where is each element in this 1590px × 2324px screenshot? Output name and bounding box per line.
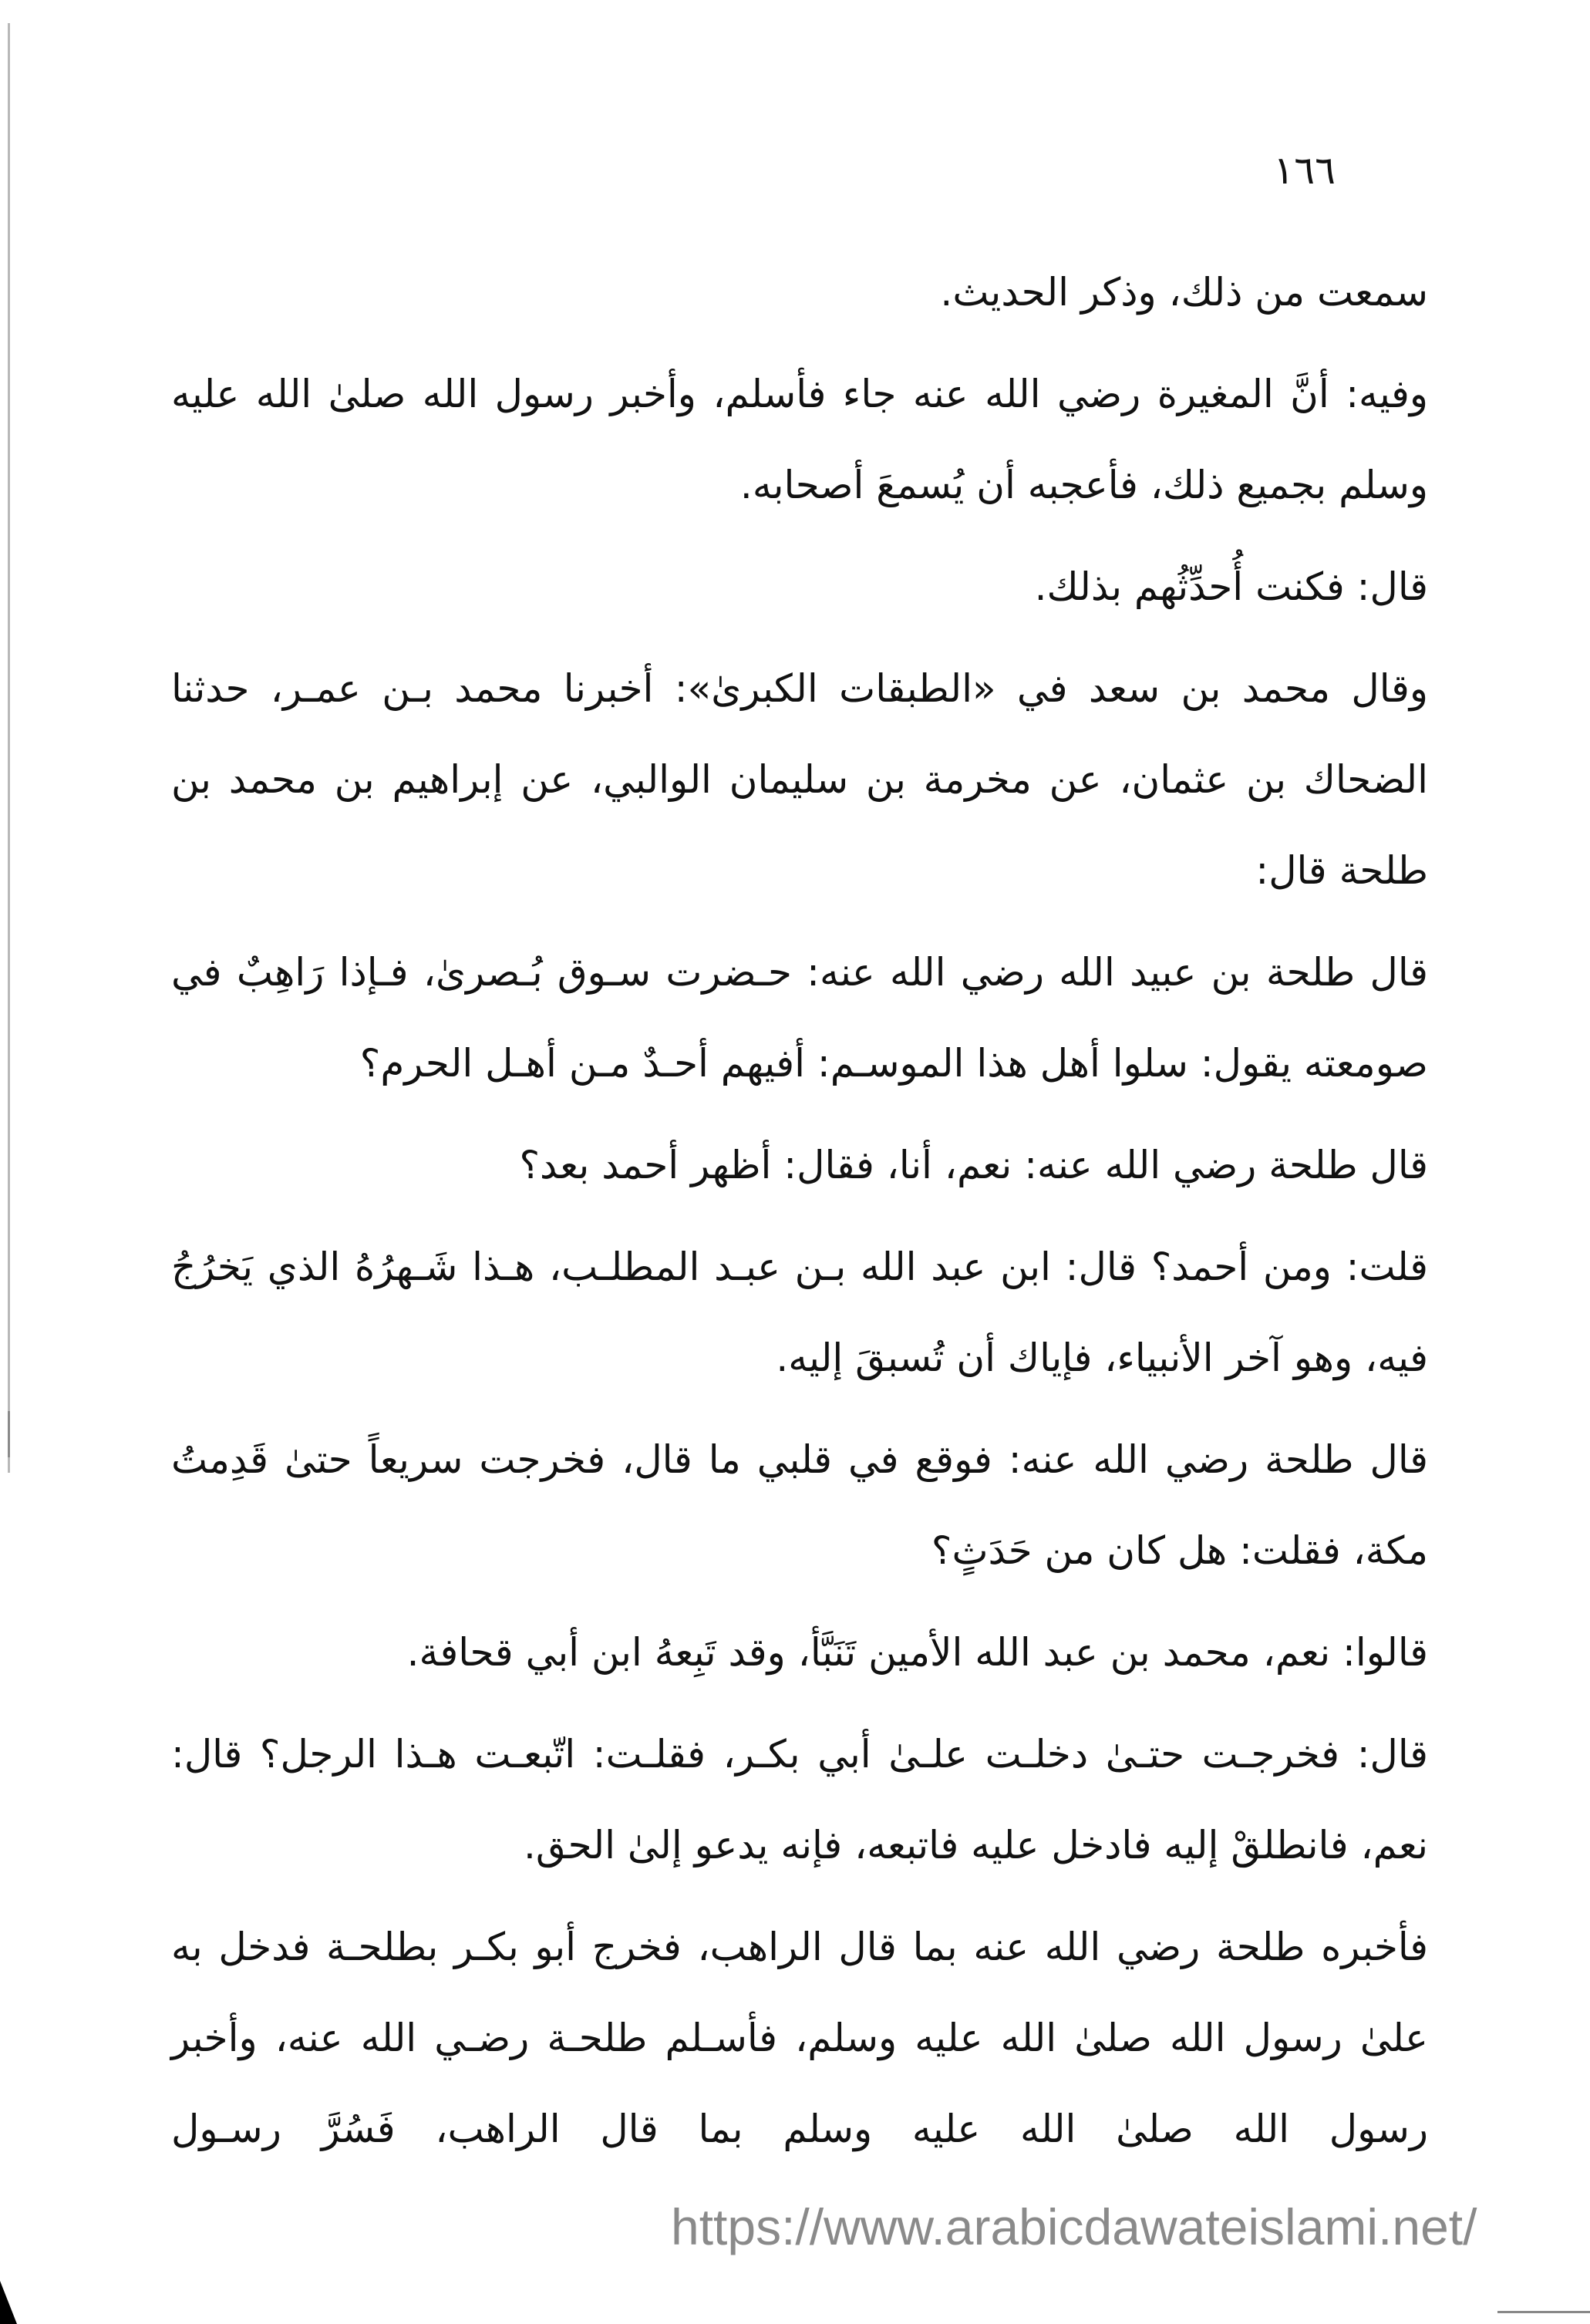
paragraph-7: قلت: ومن أحمد؟ قال: ابن عبد الله بـن عبـد المطلـب، هـذا شَـهرُهُ الذي يَخرُجُ فيه، وهو آخر الأنبياء، فإياك أن تُسبقَ إليه.	[171, 1245, 1428, 1380]
paragraph-5: قال طلحة بن عبيد الله رضي الله عنه: حـضرت سـوق بُـصرىٰ، فـإذا رَاهِبٌ في صومعته يقول: سلوا أهل هذا الموسـم: أفيهم أحـدٌ مـن أهـل الحرم؟	[171, 950, 1428, 1086]
scan-edge-mark	[8, 1411, 10, 1457]
paragraph-8: قال طلحة رضي الله عنه: فوقع في قلبي ما قال، فخرجت سريعاً حتىٰ قَدِمتُ مكة، فقلت: هل كان من حَدَثٍ؟	[171, 1437, 1428, 1573]
bottom-rule	[1497, 2311, 1590, 2313]
paragraph-10: قال: فخرجـت حتـىٰ دخلـت علـىٰ أبي بكـر، فقلـت: اتّبعـت هـذا الرجل؟ قال: نعم، فانطلقْ إليه فادخل عليه فاتبعه، فإنه يدعو إلىٰ الحق.	[171, 1732, 1428, 1868]
paragraph-6: قال طلحة رضي الله عنه: نعم، أنا، فقال: أظهر أحمد بعد؟	[519, 1143, 1428, 1187]
main-text	[171, 247, 1428, 2185]
corner-mark-icon	[0, 2281, 17, 2324]
scan-edge-line	[8, 23, 10, 1473]
footer-url-watermark: https://www.arabicdawateislami.net/	[671, 2198, 1477, 2255]
paragraph-1: سمعت من ذلك، وذكر الحديث.	[940, 270, 1428, 315]
paragraph-2: وفيه: أنَّ المغيرة رضي الله عنه جاء فأسلم، وأخبر رسول الله صلىٰ الله عليه وسلم بجميع ذلك، فأعجبه أن يُسمعَ أصحابه.	[171, 372, 1428, 507]
paragraph-11: فأخبره طلحة رضي الله عنه بما قال الراهب، فخرج أبو بكـر بطلحـة فدخل به علىٰ رسول الله صلىٰ الله عليه وسلم، فأسـلم طلحـة رضـي الله عنه، وأخبر رسول الله صلىٰ الله عليه وسلم بما قال الراهب، فَسُرَّ رسـول	[171, 1925, 1428, 2151]
page-number: ١٦٦	[1273, 148, 1336, 193]
paragraph-4: وقال محمد بن سعد في «الطبقات الكبرىٰ»: أخبرنا محمد بـن عمـر، حدثنا الضحاك بن عثمان، عن مخرمة بن سليمان الوالبي، عن إبراهيم بن محمد بن طلحة قال:	[171, 666, 1428, 893]
paragraph-9: قالوا: نعم، محمد بن عبد الله الأمين تَنَبَّأ، وقد تَبِعهُ ابن أبي قحافة.	[406, 1630, 1428, 1675]
paragraph-3: قال: فكنت أُحدِّثُهم بذلك.	[1034, 564, 1428, 609]
